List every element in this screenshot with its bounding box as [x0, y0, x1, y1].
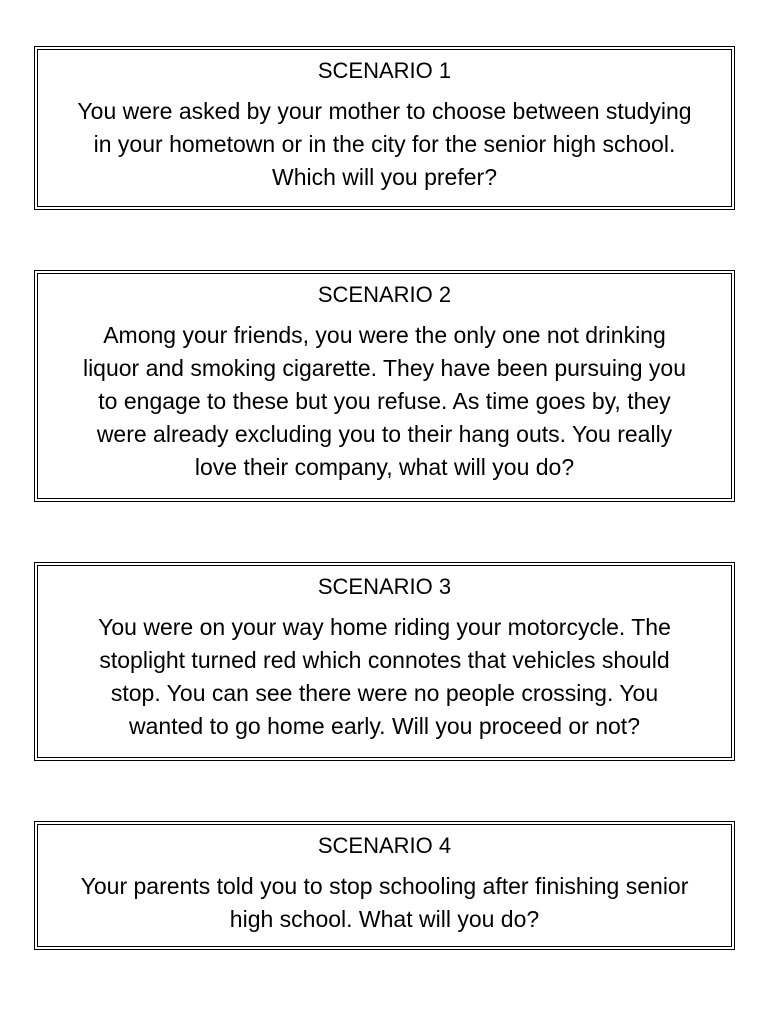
scenario-card-3 [34, 562, 735, 761]
scenario-line: liquor and smoking cigarette. They have been pursuing you [82, 355, 687, 381]
scenario-line: stop. You can see there were no people crossing. You [110, 680, 659, 706]
scenario-line: stoplight turned red which connotes that vehicles should [99, 647, 670, 673]
scenario-text [44, 870, 725, 936]
scenario-line: wanted to go home early. Will you proceed or not? [129, 713, 640, 739]
scenario-line: to engage to these but you refuse. As time goes by, they [98, 388, 671, 414]
scenario-line: You were asked by your mother to choose between studying [77, 98, 692, 124]
scenario-line: Your parents told you to stop schooling after finishing senior [80, 873, 689, 899]
scenario-line: Which will you prefer? [272, 164, 497, 190]
scenario-text [44, 611, 725, 743]
scenario-line: in your hometown or in the city for the senior high school. [93, 131, 676, 157]
scenario-title: SCENARIO 2 [317, 282, 452, 307]
scenario-title: SCENARIO 1 [317, 58, 452, 83]
scenario-line: You were on your way home riding your motorcycle. The [98, 614, 671, 640]
scenario-line: Among your friends, you were the only one not drinking [103, 322, 666, 348]
scenario-card-1 [34, 46, 735, 210]
scenario-card-2 [34, 270, 735, 502]
scenario-title: SCENARIO 3 [317, 574, 452, 599]
scenario-line: love their company, what will you do? [194, 454, 575, 480]
scenario-title: SCENARIO 4 [317, 833, 452, 858]
scenario-text [44, 95, 725, 194]
scenario-line: were already excluding you to their hang outs. You really [96, 421, 673, 447]
scenario-line: high school. What will you do? [229, 906, 540, 932]
scenario-text [44, 319, 725, 484]
scenario-card-4 [34, 821, 735, 950]
